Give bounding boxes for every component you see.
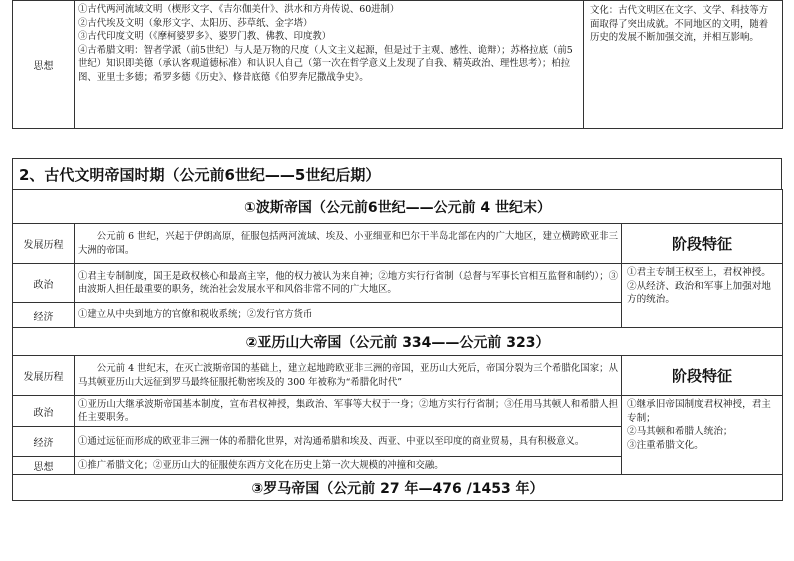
row-label-economy: 经济: [13, 303, 75, 328]
row-label-thought: 思想: [13, 457, 75, 475]
alexander-table: [12, 327, 783, 501]
row-label-economy: 经济: [13, 427, 75, 457]
row-label-thought: 思想: [13, 1, 75, 129]
persia-table: [12, 189, 783, 328]
alexander-economy-text: ①通过远征而形成的欧亚非三洲一体的希腊化世界，对沟通希腊和埃及、西亚、中亚以至印度的商业贸易，具有积极意义。: [75, 427, 622, 457]
list-item: ①古代两河流域文明（楔形文字、《吉尔伽美什》、洪水和方舟传说、60进制）: [78, 4, 400, 15]
stage-feature-title: 阶段特征: [622, 224, 783, 264]
row-label-politics: 政治: [13, 396, 75, 427]
top-table: [12, 0, 783, 129]
alexander-politics-text: ①亚历山大继承波斯帝国基本制度，宣布君权神授，集政治、军事等大权于一身；②地方实行行省制；③任用马其顿人和希腊人担任主要职务。: [75, 396, 622, 427]
persia-stage-features: ①君主专制王权至上，君权神授。 ②从经济、政治和军事上加强对地方的统治。: [622, 264, 783, 328]
persia-economy-text: ①建立从中央到地方的官僚和税收系统；②发行官方货币: [75, 303, 622, 328]
civilization-thought-content: [75, 1, 584, 129]
persia-development-text: 公元前 6 世纪，兴起于伊朗高原，征服包括两河流域、埃及、小亚细亚和巴尔干半岛北部在内的广大地区，建立横跨欧亚非三大洲的帝国。: [75, 224, 622, 264]
alexander-stage-features: ①继承旧帝国制度君权神授，君主专制； ②马其顿和希腊人统治； ③注重希腊文化。: [622, 396, 783, 475]
rome-heading: ③罗马帝国（公元前 27 年—476 /1453 年）: [13, 475, 783, 501]
culture-summary: 文化：古代文明区在文字、文学、科技等方面取得了突出成就。不同地区的文明，随着历史的发展不断加强交流，并相互影响。: [584, 1, 783, 129]
stage-feature-title: 阶段特征: [622, 356, 783, 396]
row-label-development: 发展历程: [13, 224, 75, 264]
persia-heading: ①波斯帝国（公元前6世纪——公元前 4 世纪末）: [13, 190, 783, 224]
alexander-heading: ②亚历山大帝国（公元前 334——公元前 323）: [13, 328, 783, 356]
section-title: 2、古代文明帝国时期（公元前6世纪——5世纪后期）: [13, 159, 782, 190]
list-item: ④古希腊文明：智者学派（前5世纪）与人是万物的尺度（人文主义起源，但是过于主观、感性、诡辩）；苏格拉底（前5世纪）知识即美德（承认客观道德标准）和认识人自己（第一次在哲学意义上发现了自我、精英政治、理性思考）；柏拉图、亚里士多德；希罗多德《历史》、修昔底德《伯罗奔尼撒战争史》。: [78, 44, 573, 83]
row-label-politics: 政治: [13, 264, 75, 303]
alexander-thought-text: ①推广希腊文化；②亚历山大的征服使东西方文化在历史上第一次大规模的冲撞和交融。: [75, 457, 622, 475]
list-item: ③古代印度文明（《摩柯婆罗多》、婆罗门教、佛教、印度教）: [78, 31, 332, 42]
list-item: ②古代埃及文明（象形文字、太阳历、莎草纸、金字塔）: [78, 17, 313, 29]
persia-politics-text: ①君主专制制度，国王是政权核心和最高主宰，他的权力被认为来自神；②地方实行行省制（总督与军事长官相互监督和制约）；③由波斯人担任最重要的职务，统治社会发展水平和风俗非常不同的广大地区。: [75, 264, 622, 303]
alexander-development-text: 公元前 4 世纪末，在灭亡波斯帝国的基础上，建立起地跨欧亚非三洲的帝国，亚历山大死后，帝国分裂为三个希腊化国家；从马其顿亚历山大远征到罗马最终征服托勒密埃及的 300 年被称为“希腊化时代”: [75, 356, 622, 396]
section2-header-table: [12, 158, 782, 190]
row-label-development: 发展历程: [13, 356, 75, 396]
